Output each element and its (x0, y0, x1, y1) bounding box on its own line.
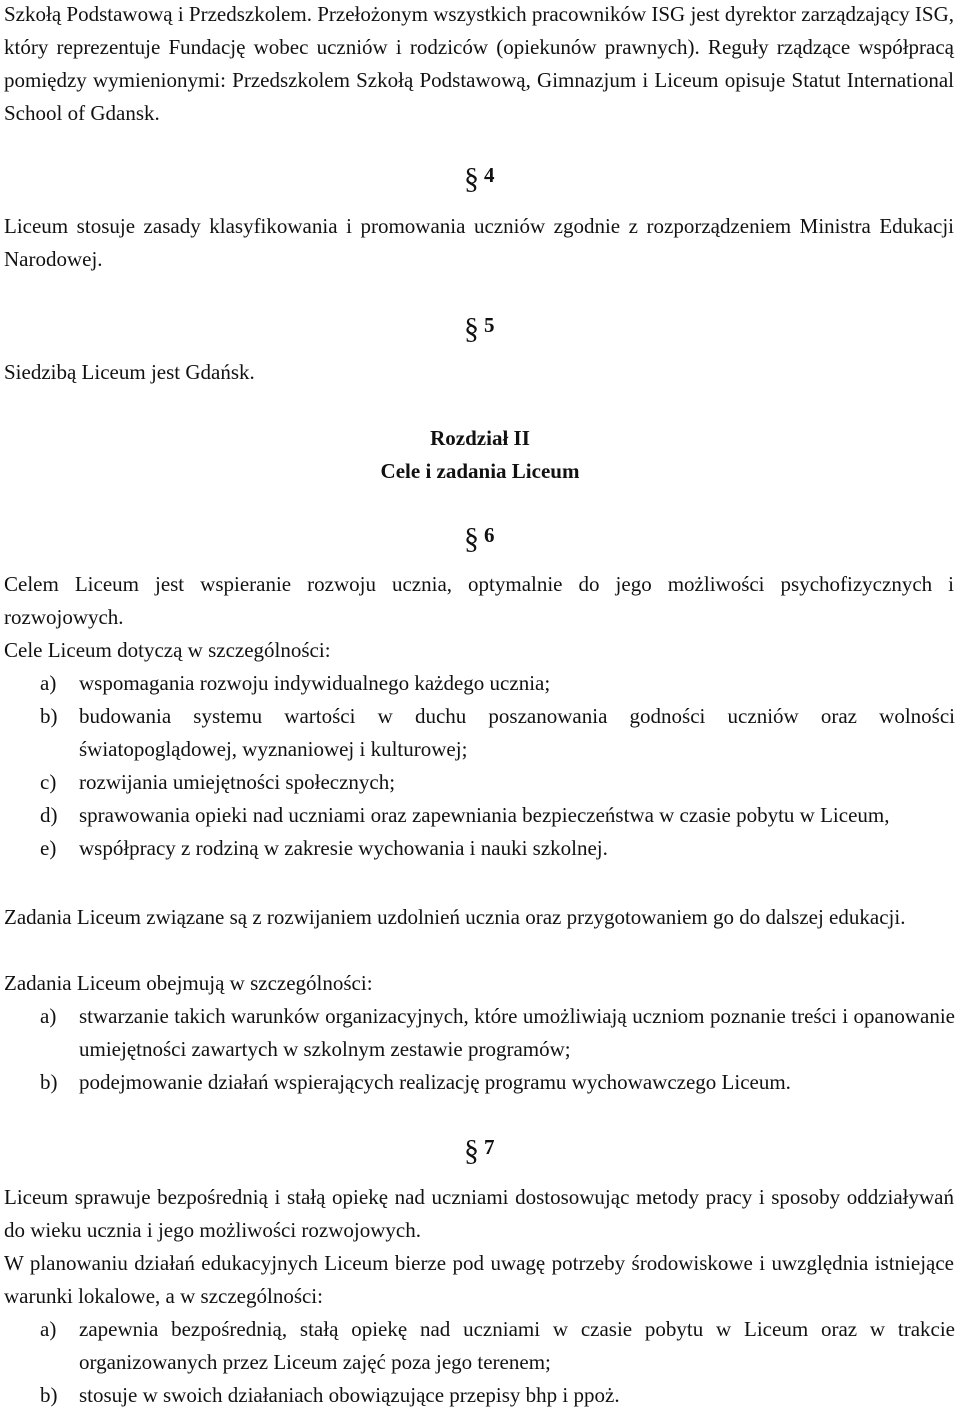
list-item (40, 700, 955, 766)
intro-paragraph: Szkołą Podstawową i Przedszkolem. Przełożonym wszystkich pracowników ISG jest dyrektor zarządzający ISG, który reprezentuje Fundację wobec uczniów i rodziców (opiekunów prawnych). Reguły rządzące współpracą pomiędzy wymienionymi: Przedszkolem Szkołą Podstawową, Gimnazjum i Liceum opisuje Statut International School of Gdansk. (4, 2, 954, 125)
section-7-heading (464, 1136, 504, 1166)
section-number: 7 (484, 1135, 495, 1159)
chapter-title: Rozdział II (430, 426, 530, 450)
goals-list (40, 667, 955, 865)
list-item (40, 667, 955, 700)
tasks-list (40, 1000, 955, 1099)
list-marker: b) (40, 704, 58, 728)
section-5-heading (464, 314, 504, 344)
section-symbol: § (464, 1134, 479, 1167)
section-symbol: § (464, 312, 479, 345)
tasks-intro: Zadania Liceum obejmują w szczególności: (4, 971, 373, 995)
tasks-paragraph: Zadania Liceum związane są z rozwijaniem uzdolnień ucznia oraz przygotowaniem go do dalszej edukacji. (4, 905, 906, 929)
list-text: wspomagania rozwoju indywidualnego każdego ucznia; (79, 671, 551, 695)
list-marker: d) (40, 803, 58, 827)
section-symbol: § (464, 162, 479, 195)
list-text: podejmowanie działań wspierających realizację programu wychowawczego Liceum. (79, 1070, 791, 1094)
list-marker: b) (40, 1383, 58, 1407)
list-text: sprawowania opieki nad uczniami oraz zapewniania bezpieczeństwa w czasie pobytu w Liceum, (79, 803, 890, 827)
list-marker: e) (40, 836, 57, 860)
care-list (40, 1313, 955, 1412)
list-item (40, 799, 955, 832)
chapter-subtitle: Cele i zadania Liceum (380, 459, 580, 483)
list-item (40, 1379, 955, 1412)
list-item (40, 1066, 955, 1099)
section-4-heading (464, 164, 504, 194)
list-item (40, 832, 955, 865)
list-text: stwarzanie takich warunków organizacyjnych, które umożliwiają uczniom poznanie treści i opanowanie umiejętności zawartych w szkolnym zestawie programów; (79, 1004, 955, 1061)
section-number: 4 (484, 163, 495, 187)
list-text: rozwijania umiejętności społecznych; (79, 770, 396, 794)
section-5-paragraph: Siedzibą Liceum jest Gdańsk. (4, 360, 255, 384)
section-number: 5 (484, 313, 495, 337)
list-marker: c) (40, 770, 57, 794)
list-marker: a) (40, 1317, 57, 1341)
section-7-paragraph: Liceum sprawuje bezpośrednią i stałą opiekę nad uczniami dostosowując metody pracy i sposoby oddziaływań do wieku ucznia i jego możliwości rozwojowych. (4, 1185, 954, 1242)
list-marker: a) (40, 671, 57, 695)
list-text: zapewnia bezpośrednią, stałą opiekę nad uczniami w czasie pobytu w Liceum oraz w trakcie organizowanych przez Liceum zajęć poza jego terenem; (79, 1317, 955, 1374)
list-marker: a) (40, 1004, 57, 1028)
section-6-goal-paragraph: Celem Liceum jest wspieranie rozwoju ucznia, optymalnie do jego możliwości psychofizycznych i rozwojowych. (4, 572, 954, 629)
goals-intro: Cele Liceum dotyczą w szczególności: (4, 638, 331, 662)
list-text: budowania systemu wartości w duchu poszanowania godności uczniów oraz wolności światopoglądowej, wyznaniowej i kulturowej; (79, 704, 955, 761)
list-item (40, 766, 955, 799)
section-symbol: § (464, 522, 479, 555)
list-marker: b) (40, 1070, 58, 1094)
list-text: współpracy z rodziną w zakresie wychowania i nauki szkolnej. (79, 836, 608, 860)
list-item (40, 1000, 955, 1066)
list-text: stosuje w swoich działaniach obowiązujące przepisy bhp i ppoż. (79, 1383, 620, 1407)
section-4-paragraph: Liceum stosuje zasady klasyfikowania i promowania uczniów zgodnie z rozporządzeniem Ministra Edukacji Narodowej. (4, 214, 954, 271)
planning-paragraph: W planowaniu działań edukacyjnych Liceum bierze pod uwagę potrzeby środowiskowe i uwzględnia istniejące warunki lokalowe, a w szczególności: (4, 1251, 954, 1308)
section-6-heading (464, 524, 504, 554)
list-item (40, 1313, 955, 1379)
section-number: 6 (484, 523, 495, 547)
